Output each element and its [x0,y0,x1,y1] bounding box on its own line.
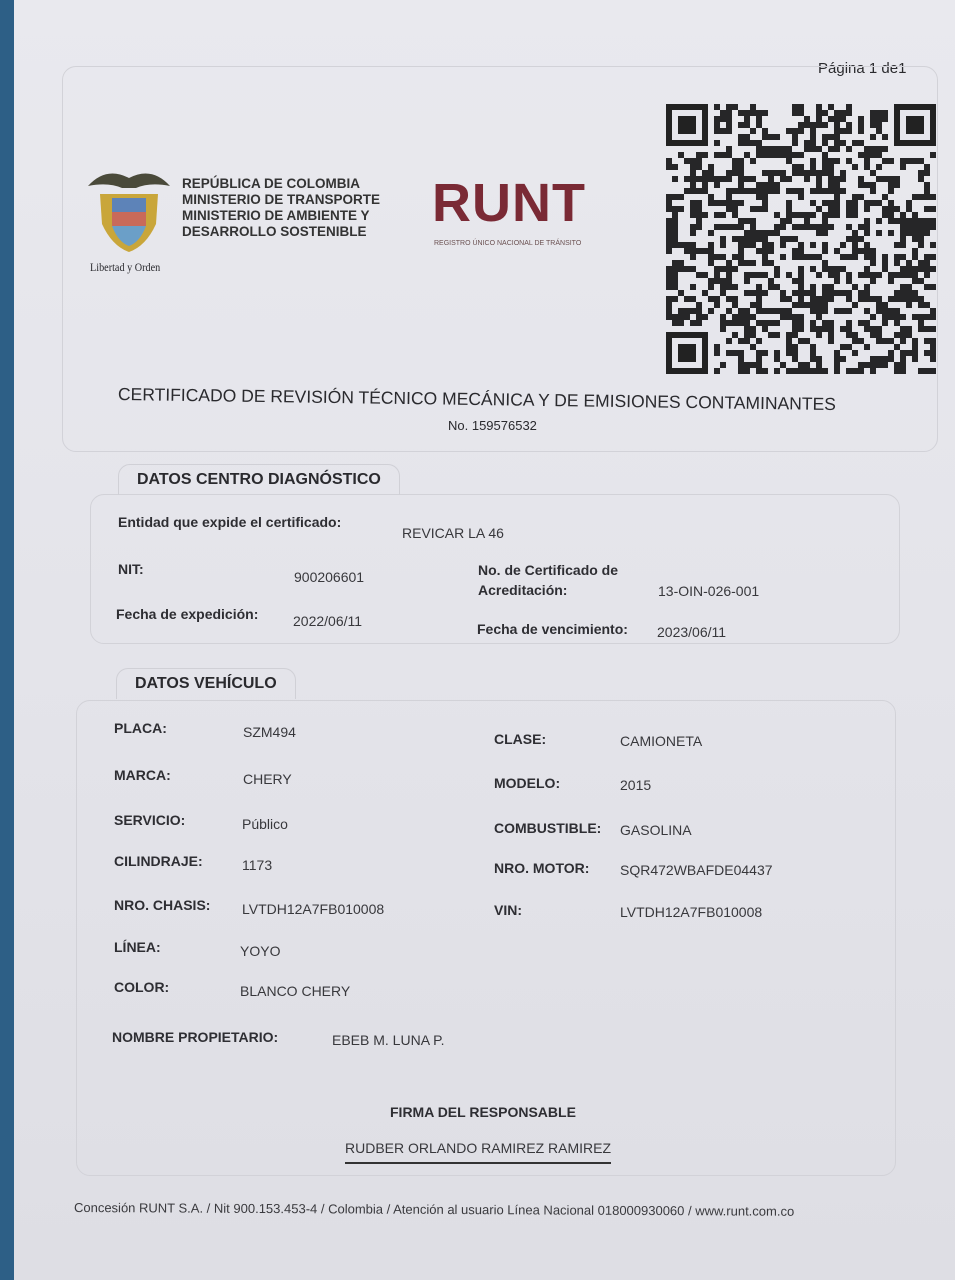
gov-line: DESARROLLO SOSTENIBLE [182,224,367,239]
accreditation-label [478,560,618,600]
entity-label: Entidad que expide el certificado: [118,514,342,530]
gov-line: MINISTERIO DE TRANSPORTE [182,192,381,207]
issue-date-value: 2022/06/11 [293,613,363,629]
certificate-number: No. 159576532 [448,418,537,433]
vehicle-field-value: LVTDH12A7FB010008 [620,904,763,920]
certificate-title: CERTIFICADO DE REVISIÓN TÉCNICO MECÁNICA Y DE EMISIONES CONTAMINANTES [117,384,837,415]
accreditation-value: 13-OIN-026-001 [658,583,760,599]
expiry-date-value: 2023/06/11 [657,624,727,640]
expiry-date-label: Fecha de vencimiento: [477,621,628,637]
diagnostic-center-title: DATOS CENTRO DIAGNÓSTICO [118,464,400,495]
accreditation-label-line: No. de Certificado de [478,562,619,578]
vehicle-field-value: CAMIONETA [620,733,703,749]
vehicle-field-value: LVTDH12A7FB010008 [242,901,385,917]
government-lines [182,176,380,240]
vehicle-field-label: CILINDRAJE: [114,853,203,869]
vehicle-field-label: NRO. CHASIS: [114,897,211,913]
vehicle-field-label: CLASE: [494,731,547,747]
vehicle-field-label: NRO. MOTOR: [494,860,590,876]
signature-name: RUDBER ORLANDO RAMIREZ RAMIREZ [345,1140,611,1164]
vehicle-field-label: SERVICIO: [114,812,186,828]
vehicle-field-label: PLACA: [114,720,167,736]
owner-label: NOMBRE PROPIETARIO: [112,1029,279,1045]
gov-line: REPÚBLICA DE COLOMBIA [182,176,360,191]
vehicle-field-value: SQR472WBAFDE04437 [620,862,773,878]
runt-subtitle: REGISTRO ÚNICO NACIONAL DE TRÁNSITO [434,240,582,247]
vehicle-field-value: GASOLINA [620,822,692,838]
qr-code [666,104,936,380]
signature-label: FIRMA DEL RESPONSABLE [390,1104,576,1120]
vehicle-field-value: 1173 [242,857,273,873]
accreditation-label-line: Acreditación: [478,582,568,598]
nit-value: 900206601 [294,569,365,585]
nit-label: NIT: [118,561,144,577]
vehicle-field-label: VIN: [494,902,522,918]
vehicle-field-label: MARCA: [114,767,171,783]
colombia-coat-of-arms-icon [86,164,172,256]
vehicle-field-value: BLANCO CHERY [240,983,351,999]
vehicle-title: DATOS VEHÍCULO [116,668,296,699]
footer: Concesión RUNT S.A. / Nit 900.153.453-4 / Colombia / Atención al usuario Línea Nacional 018000930060 / www.runt.com.co [73,1200,795,1219]
owner-value: EBEB M. LUNA P. [332,1032,445,1048]
issue-date-label: Fecha de expedición: [116,606,259,622]
vehicle-field-value: YOYO [240,943,281,959]
vehicle-field-value: CHERY [243,771,292,787]
gov-line: MINISTERIO DE AMBIENTE Y [182,208,370,223]
page-number: Página 1 de1 [818,60,907,77]
vehicle-field-label: LÍNEA: [114,939,161,955]
vehicle-field-label: COLOR: [114,979,170,995]
vehicle-field-value: 2015 [620,777,652,793]
vehicle-field-label: MODELO: [494,775,561,791]
vehicle-field-label: COMBUSTIBLE: [494,820,602,836]
entity-value: REVICAR LA 46 [402,525,504,541]
vehicle-field-value: SZM494 [243,724,296,740]
runt-logo: RUNT [432,173,586,233]
vehicle-field-value: Público [242,816,288,832]
motto: Libertad y Orden [90,260,161,274]
certificate-page [14,0,955,1280]
